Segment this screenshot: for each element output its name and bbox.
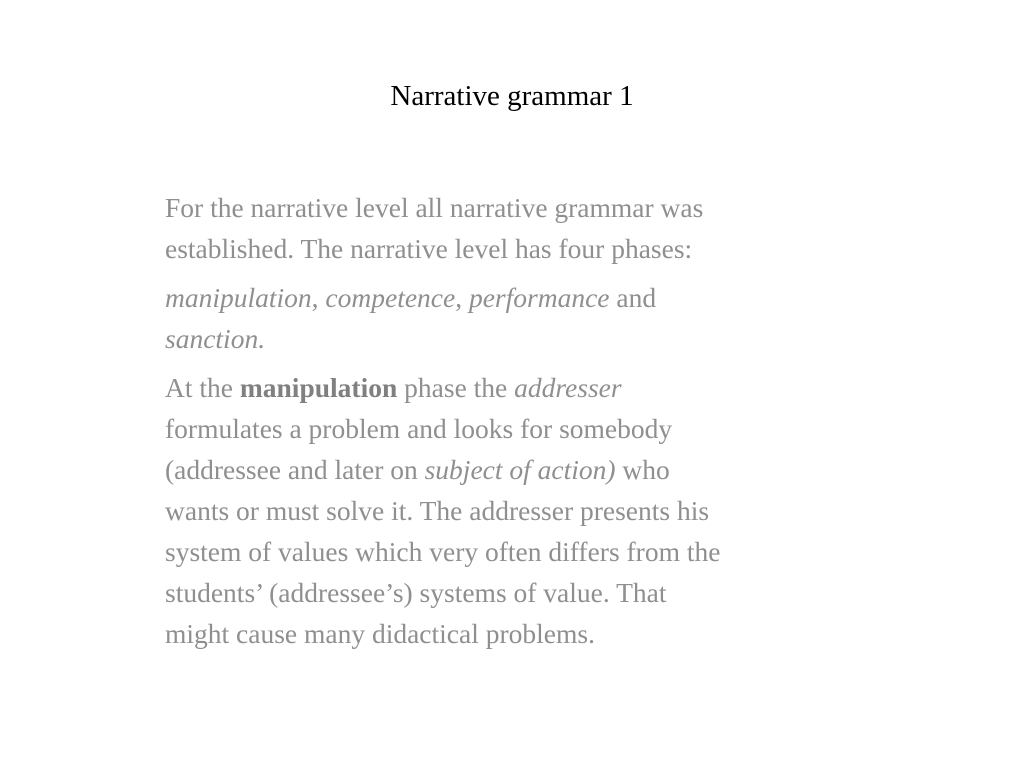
phase-performance: performance [468,282,610,313]
phase-manipulation: manipulation [165,282,312,313]
manip-line-2: formulates a problem and looks for somebody [165,413,673,444]
phase-competence: competence [325,282,456,313]
manip-bold-term: manipulation [239,372,398,403]
intro-line-1: For the narrative level all narrative grammar was [165,192,704,223]
paragraph-manipulation [165,367,865,654]
phase-sanction: sanction. [165,323,266,354]
manip-line-3-start: (addressee and later on [165,454,425,485]
slide-body [165,187,865,654]
manip-at-the: At the [165,372,240,403]
manip-phase-the: phase the [397,372,515,403]
manip-line-5: system of values which very often differs from the [165,536,721,567]
phases-comma-1: , [311,282,326,313]
manip-line-7: might cause many didactical problems. [165,618,595,649]
paragraph-phases [165,277,865,359]
manip-line-4: wants or must solve it. The addresser presents his [165,495,710,526]
intro-line-2: established. The narrative level has four phases: [165,233,693,264]
phases-and: and [609,282,657,313]
slide-title: Narrative grammar 1 [390,80,634,112]
phases-comma-2: , [455,282,469,313]
manip-subject-of-action: subject of action) [424,454,616,485]
manip-addresser-term: addresser [514,372,622,403]
manip-line-6: students’ (addressee’s) systems of value. That [165,577,667,608]
paragraph-intro [165,187,865,269]
manip-who: who [615,454,670,485]
